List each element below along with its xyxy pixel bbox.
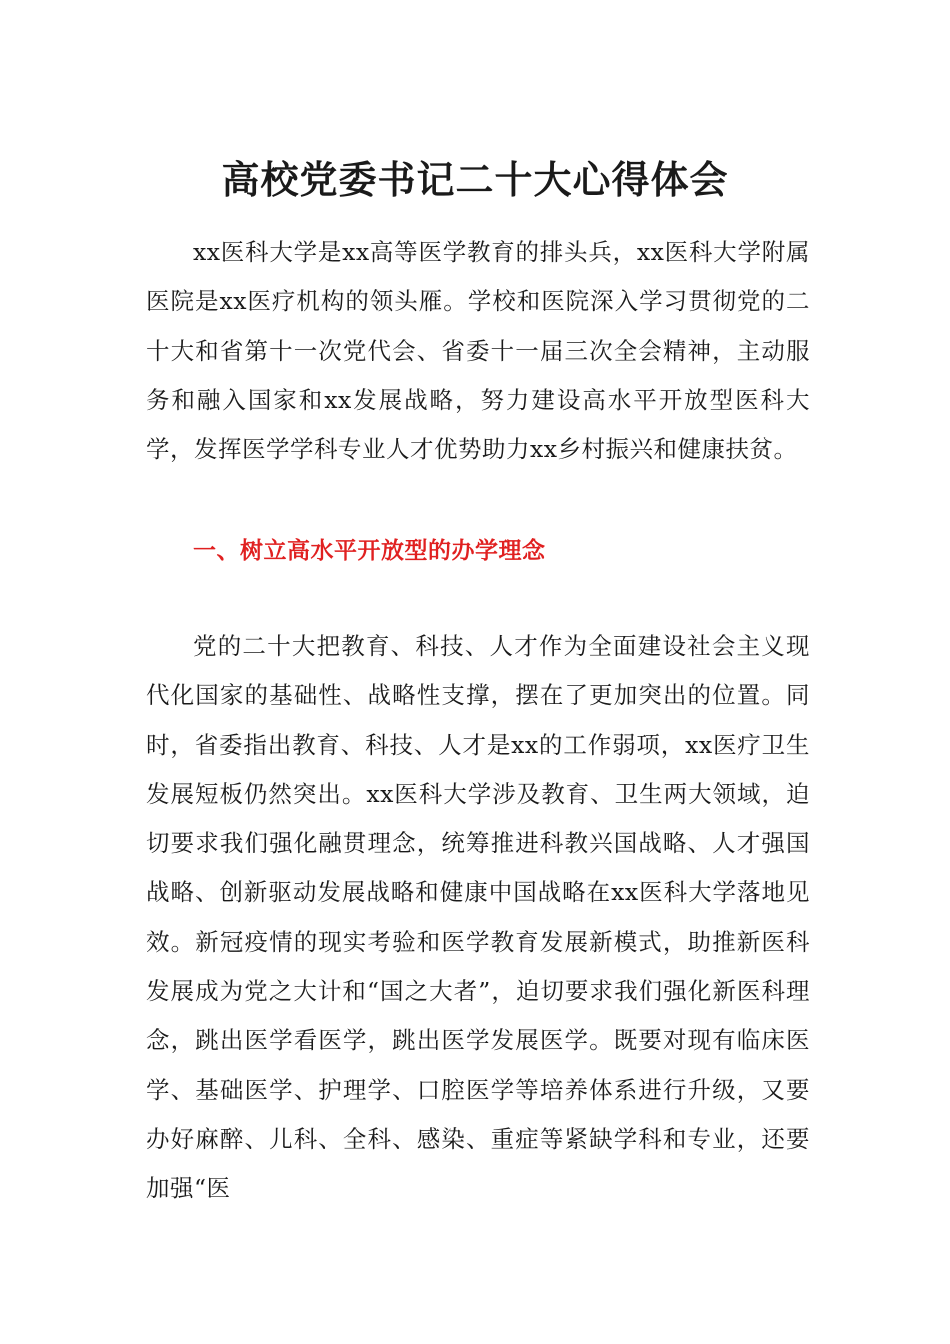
- body-paragraph: 党的二十大把教育、科技、人才作为全面建设社会主义现代化国家的基础性、战略性支撑，摆在了更加突出的位置。同时，省委指出教育、科技、人才是xx的工作弱项，xx医疗卫生发展短板仍然突出。xx医科大学涉及教育、卫生两大领域，迫切要求我们强化融贯理念，统筹推进科教兴国战略、人才强国战略、创新驱动发展战略和健康中国战略在xx医科大学落地见效。新冠疫情的现实考验和医学教育发展新模式，助推新医科发展成为党之大计和“国之大者”，迫切要求我们强化新医科理念，跳出医学看医学，跳出医学发展医学。既要对现有临床医学、基础医学、护理学、口腔医学等培养体系进行升级，又要办好麻醉、儿科、全科、感染、重症等紧缺学科和专业，还要加强“医: [146, 632, 810, 1203]
- document-title: 高校党委书记二十大心得体会: [221, 158, 729, 202]
- intro-paragraph: xx医科大学是xx高等医学教育的排头兵，xx医科大学附属医院是xx医疗机构的领头雁。学校和医院深入学习贯彻党的二十大和省第十一次党代会、省委十一届三次全会精神，主动服务和融入国家和xx发展战略，努力建设高水平开放型医科大学，发挥医学学科专业人才优势助力xx乡村振兴和健康扶贫。: [146, 238, 810, 464]
- section-heading: 一、树立高水平开放型的办学理念: [193, 538, 546, 564]
